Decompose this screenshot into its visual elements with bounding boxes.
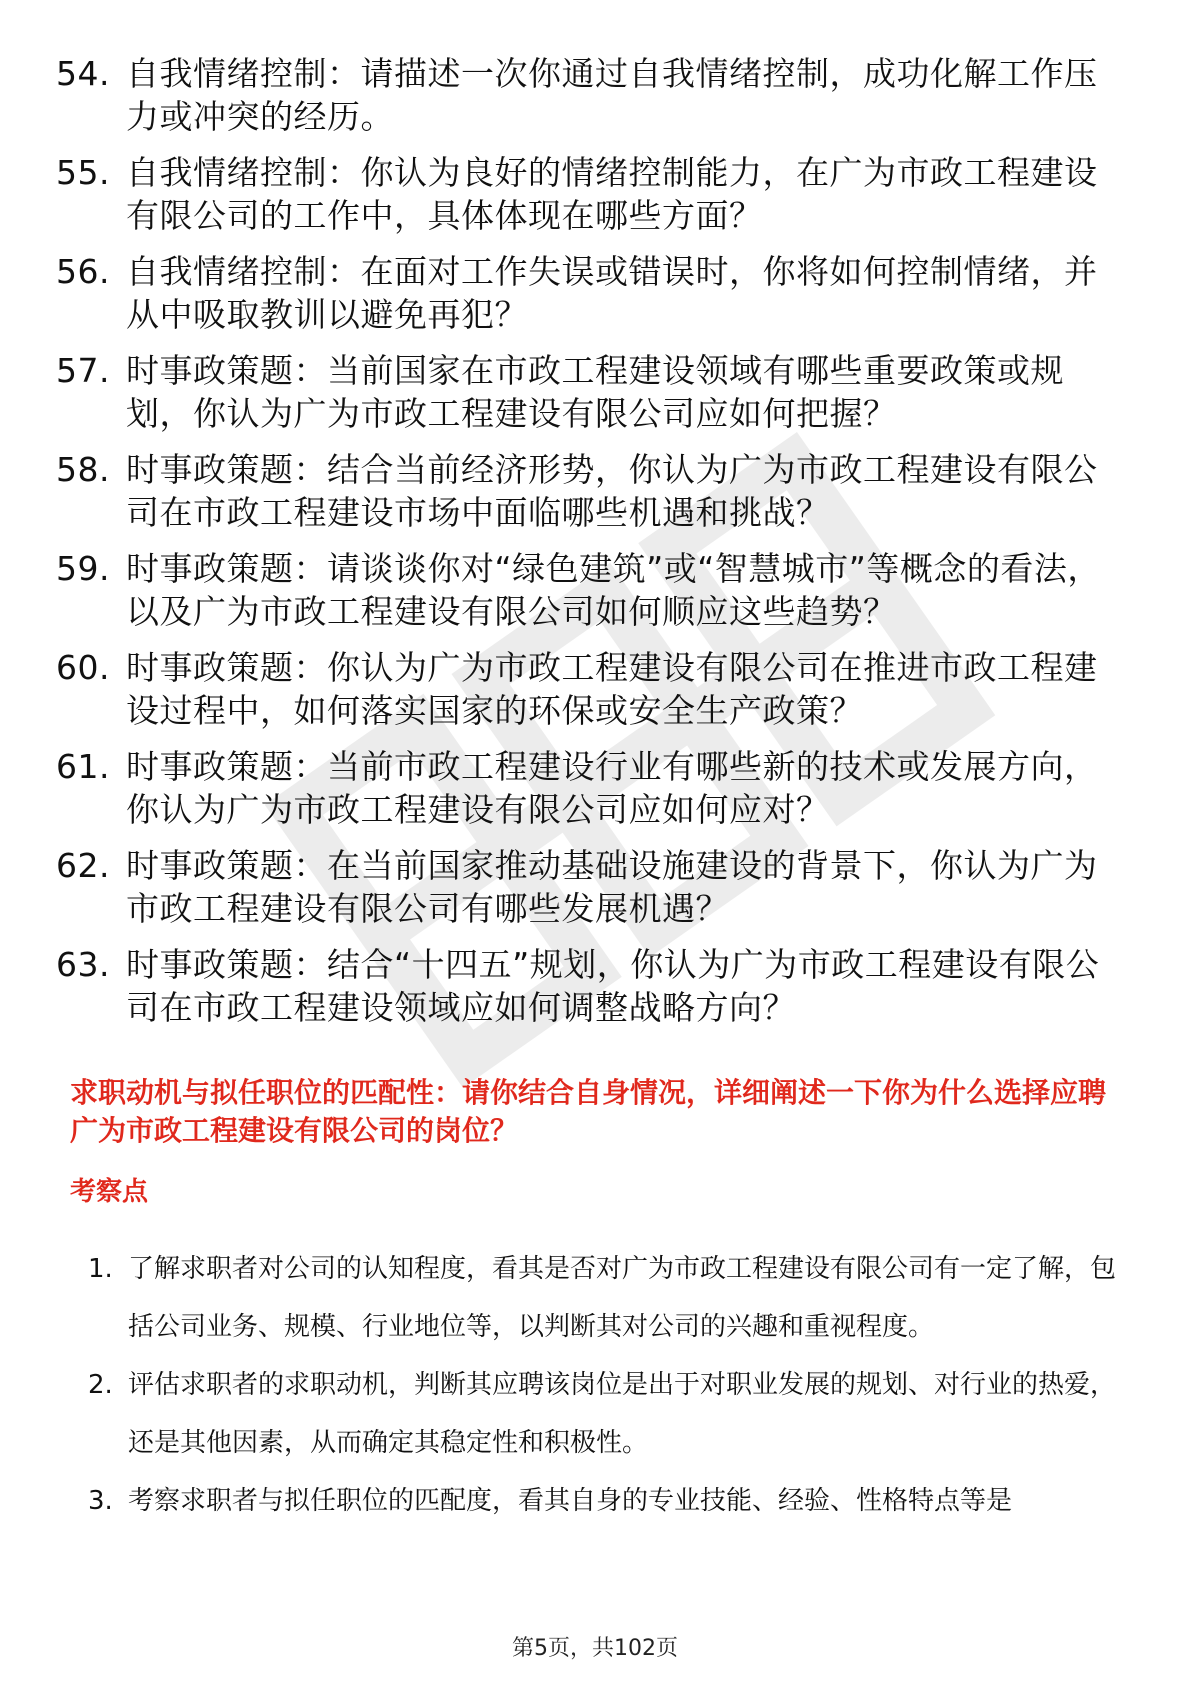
assessment-points-list bbox=[88, 1240, 1128, 1530]
list-item bbox=[88, 1356, 1128, 1472]
list-item bbox=[56, 250, 1136, 336]
list-item bbox=[56, 646, 1136, 732]
point-number: 1. bbox=[88, 1254, 113, 1284]
page-number: 第5页，共102页 bbox=[512, 1636, 678, 1661]
question-text: 时事政策题：当前市政工程建设行业有哪些新的技术或发展方向，你认为广为市政工程建设有限公司应如何应对？ bbox=[126, 747, 1098, 829]
question-list bbox=[56, 52, 1136, 1042]
question-number: 62. bbox=[56, 846, 110, 885]
question-text: 时事政策题：在当前国家推动基础设施建设的背景下，你认为广为市政工程建设有限公司有哪些发展机遇？ bbox=[126, 846, 1098, 928]
question-number: 61. bbox=[56, 747, 110, 786]
question-number: 57. bbox=[56, 351, 110, 390]
section-title: 求职动机与拟任职位的匹配性：请你结合自身情况，详细阐述一下你为什么选择应聘广为市政工程建设有限公司的岗位？ bbox=[70, 1076, 1107, 1147]
question-text: 时事政策题：当前国家在市政工程建设领域有哪些重要政策或规划，你认为广为市政工程建设有限公司应如何把握？ bbox=[126, 351, 1064, 433]
point-text: 了解求职者对公司的认知程度，看其是否对广为市政工程建设有限公司有一定了解，包括公司业务、规模、行业地位等，以判断其对公司的兴趣和重视程度。 bbox=[128, 1254, 1117, 1342]
question-number: 58. bbox=[56, 450, 110, 489]
question-text: 自我情绪控制：在面对工作失误或错误时，你将如何控制情绪，并从中吸取教训以避免再犯？ bbox=[126, 252, 1098, 334]
question-number: 54. bbox=[56, 54, 110, 93]
question-text: 自我情绪控制：你认为良好的情绪控制能力，在广为市政工程建设有限公司的工作中，具体体现在哪些方面？ bbox=[126, 153, 1098, 235]
point-text: 考察求职者与拟任职位的匹配度，看其自身的专业技能、经验、性格特点等是 bbox=[128, 1486, 1013, 1516]
list-item bbox=[56, 349, 1136, 435]
list-item bbox=[56, 448, 1136, 534]
question-number: 56. bbox=[56, 252, 110, 291]
question-number: 55. bbox=[56, 153, 110, 192]
question-text: 时事政策题：结合“十四五”规划，你认为广为市政工程建设有限公司在市政工程建设领域应如何调整战略方向？ bbox=[126, 945, 1100, 1027]
question-text: 自我情绪控制：请描述一次你通过自我情绪控制，成功化解工作压力或冲突的经历。 bbox=[126, 54, 1098, 136]
question-text: 时事政策题：结合当前经济形势，你认为广为市政工程建设有限公司在市政工程建设市场中面临哪些机遇和挑战？ bbox=[126, 450, 1098, 532]
list-item bbox=[56, 745, 1136, 831]
list-item bbox=[88, 1240, 1128, 1356]
list-item bbox=[56, 52, 1136, 138]
question-text: 时事政策题：请谈谈你对“绿色建筑”或“智慧城市”等概念的看法，以及广为市政工程建设有限公司如何顺应这些趋势？ bbox=[126, 549, 1101, 631]
question-number: 63. bbox=[56, 945, 110, 984]
point-number: 3. bbox=[88, 1486, 113, 1516]
list-item bbox=[56, 844, 1136, 930]
question-number: 60. bbox=[56, 648, 110, 687]
list-item bbox=[56, 547, 1136, 633]
assessment-points-heading: 考察点 bbox=[70, 1177, 149, 1207]
point-number: 2. bbox=[88, 1370, 113, 1400]
question-text: 时事政策题：你认为广为市政工程建设有限公司在推进市政工程建设过程中，如何落实国家的环保或安全生产政策？ bbox=[126, 648, 1098, 730]
list-item bbox=[56, 151, 1136, 237]
list-item bbox=[56, 943, 1136, 1029]
point-text: 评估求职者的求职动机，判断其应聘该岗位是出于对职业发展的规划、对行业的热爱，还是其他因素，从而确定其稳定性和积极性。 bbox=[128, 1370, 1117, 1458]
question-number: 59. bbox=[56, 549, 110, 588]
list-item bbox=[88, 1472, 1128, 1530]
